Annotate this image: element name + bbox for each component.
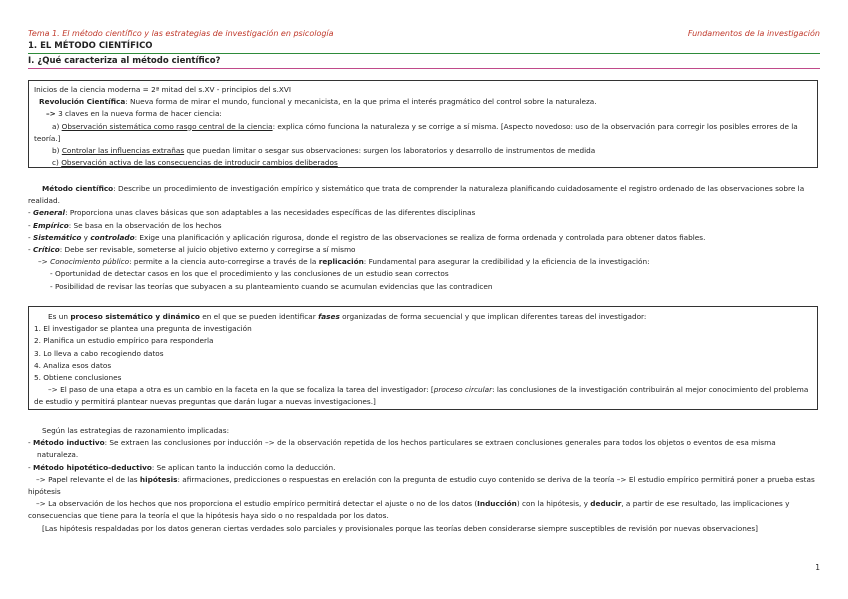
paragraph: Según las estrategias de razonamiento implicadas:: [42, 426, 230, 435]
text: : Fundamental para asegurar la credibilidad y la eficiencia de la investigación:: [363, 257, 650, 267]
line: [34, 145, 812, 157]
arrow: –>: [38, 257, 51, 267]
text: : Se extraen las conclusiones por inducción –> de la observación repetida de los hechos particulares se extraen conclusiones generales para todos los objetos o eventos de esa misma naturaleza.: [37, 438, 776, 460]
text: –> El paso de una etapa a otra es un cambio en la faceta en la que se focaliza la tarea del investigador: [: [48, 385, 434, 395]
text: : permite a la ciencia auto-corregirse a través de la: [129, 257, 319, 267]
paragraph: [28, 183, 818, 207]
term: fases: [318, 312, 340, 321]
list-item: ‐ Empírico: Se basa en la observación de los hechos: [28, 220, 222, 230]
text: : Se aplican tanto la inducción como la deducción.: [151, 462, 336, 472]
term: Método hipotético-deductivo: [32, 462, 152, 472]
term: proceso sistemático y dinámico: [70, 312, 200, 321]
box-scientific-revolution: [28, 80, 818, 168]
text: –> Papel relevante el de las: [36, 474, 140, 484]
term: Empírico: [32, 220, 69, 230]
heading-1: 1. EL MÉTODO CIENTÍFICO: [28, 41, 820, 54]
term: Inducción: [477, 499, 517, 509]
text: que puedan limitar o sesgar sus observaciones: surgen los laboratorios y desarrollo de instrumentos de medida: [184, 146, 596, 156]
term: Método inductivo: [32, 438, 105, 448]
text: : las conclusiones de la investigación contribuirán al mejor conocimiento del problema de estudio y permitirá plantear nuevas preguntas que darán lugar a nuevas investigaciones.]: [34, 385, 809, 407]
paragraph: [28, 498, 818, 522]
line: [34, 108, 812, 120]
list-item: ‐ General: Proporciona unas claves básicas que son adaptables a las necesidades específicas de las diferentes disciplinas: [28, 208, 476, 218]
text: y: [81, 232, 91, 242]
text: : afirmaciones, predicciones o respuestas en erelación con la pregunta de estudio cuyo contenido se deriva de la teoría –> El estudio empírico permitirá poner a prueba estas hipótesis: [28, 474, 815, 497]
term: Sistemático: [32, 232, 82, 242]
list-item: ‐ Método inductivo: Se extraen las conclusiones por inducción –> de la observación repetida de los hechos particulares se extraen conclusiones generales para todos los objetos o eventos de esa misma naturaleza.: [28, 438, 776, 460]
step: 1. El investigador se plantea una pregunta de investigación: [34, 324, 252, 334]
term: deducir: [590, 499, 622, 509]
box-process: [28, 306, 818, 410]
text: : Describe un procedimiento de investigación empírico y sistemático que trata de comprender la naturaleza planificando cuidadosamente el registro ordenado de las observaciones sobre la realidad.: [28, 184, 805, 206]
text: –> La observación de los hechos que nos proporciona el estudio empírico permitirá detectar el ajuste o no de los datos (: [36, 499, 478, 509]
text: : Proporciona unas claves básicas que son adaptables a las necesidades específicas de las diferentes disciplinas: [65, 208, 476, 218]
key: Controlar las influencias extrañas: [61, 146, 185, 156]
term: replicación: [318, 257, 364, 267]
term: Revolución Científica: [39, 97, 126, 107]
page-number: 1: [815, 563, 820, 572]
header-right: Fundamentos de la investigación: [687, 29, 820, 38]
list-item: ‐ Método hipotético-deductivo: Se aplican tanto la inducción como la deducción.: [28, 462, 336, 472]
text: organizadas de forma secuencial y que implican diferentes tareas del investigador:: [339, 312, 647, 321]
list-item: - Posibilidad de revisar las teorías que subyacen a su planteamiento cuando se acumulan evidencias que las contradicen: [50, 281, 493, 291]
text: en el que se pueden identificar: [199, 312, 319, 321]
text: Es un: [48, 312, 71, 321]
line: [34, 157, 812, 169]
text: ) con la hipótesis, y: [516, 499, 591, 509]
key: Observación activa de las consecuencias de introducir cambios deliberados: [61, 158, 338, 168]
text: : Exige una planificación y aplicación rigurosa, donde el registro de las observaciones se realiza de forma ordenada y controlada para obtener datos fiables.: [134, 232, 706, 242]
term: hipótesis: [139, 474, 178, 484]
term: General: [32, 208, 66, 218]
step: 4. Analiza esos datos: [34, 360, 112, 370]
list-item: [28, 256, 818, 268]
label: c): [52, 158, 62, 168]
line: [34, 311, 812, 323]
list-item: - Oportunidad de detectar casos en los que el procedimiento y las conclusiones de un estudio sean correctos: [50, 269, 449, 279]
section-method: [28, 183, 818, 293]
step: 5. Obtiene conclusiones: [34, 373, 122, 383]
note: [34, 384, 812, 408]
heading-2: I. ¿Qué caracteriza al método científico?: [28, 56, 820, 69]
list-item: ‐ Crítico: Debe ser revisable, someterse al juicio objetivo externo y corregirse a sí mismo: [28, 245, 356, 255]
step: 2. Planifica un estudio empírico para responderla: [34, 336, 214, 346]
arrow: –>: [46, 109, 56, 119]
term: Conocimiento público: [50, 257, 130, 267]
list-item: ‐ Sistemático y controlado: Exige una planificación y aplicación rigurosa, donde el registro de las observaciones se realiza de forma ordenada y controlada para obtener datos fiables.: [28, 232, 706, 242]
step: 3. Lo lleva a cabo recogiendo datos: [34, 348, 164, 358]
term: controlado: [90, 232, 135, 242]
page-header: [28, 29, 820, 38]
paragraph: [28, 474, 818, 498]
text: , a partir de ese resultado, las implicaciones y consecuencias que tiene para la teoría el que la hipótesis haya sido o no respaldada por los datos.: [28, 499, 790, 521]
term: Método científico: [42, 184, 114, 193]
term: Crítico: [32, 245, 60, 255]
term: proceso circular: [433, 385, 493, 395]
line: [34, 121, 812, 145]
paragraph: [Las hipótesis respaldadas por los datos generan ciertas verdades solo parciales y provisionales porque las teorías deben considerarse siempre susceptibles de revisión por nuevas observaciones]: [42, 523, 758, 533]
text: : explica cómo funciona la naturaleza y se corrige a sí misma. [Aspecto novedoso: uso de la observación para corregir los posibles errores de la teoría.]: [34, 121, 798, 143]
label: b): [52, 146, 62, 156]
text: : Nueva forma de mirar el mundo, funcional y mecanicista, en la que prima el interés pragmático del control sobre la naturaleza.: [125, 97, 597, 107]
header-left: Tema 1. El método científico y las estrategias de investigación en psicología: [28, 29, 334, 38]
text: : Se basa en la observación de los hechos: [68, 220, 222, 230]
line: Inicios de la ciencia moderna = 2ª mitad del s.XV - principios del s.XVI: [34, 85, 292, 94]
text: : Debe ser revisable, someterse al juicio objetivo externo y corregirse a sí mismo: [59, 245, 356, 255]
section-reasoning: [28, 425, 818, 535]
label: a): [52, 121, 62, 131]
key: Observación sistemática como rasgo central de la ciencia: [61, 121, 273, 131]
text: 3 claves en la nueva forma de hacer ciencia:: [55, 109, 222, 119]
line: [34, 96, 812, 108]
